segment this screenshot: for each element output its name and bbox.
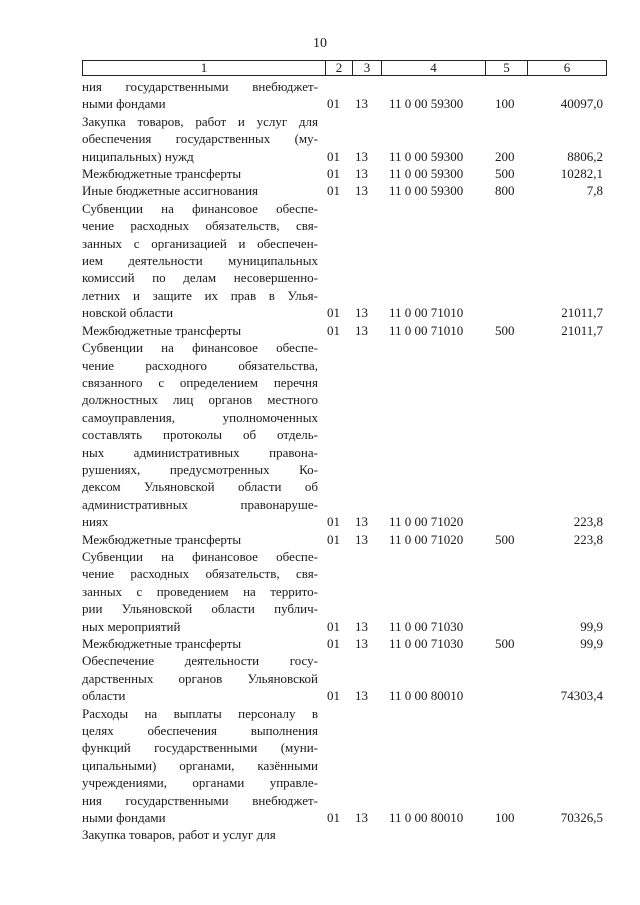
amount: 21011,7 (561, 305, 603, 321)
table-row (0, 200, 640, 322)
table-row (0, 322, 640, 339)
row-description (82, 339, 318, 530)
subsection-code: 13 (355, 148, 368, 164)
budget-table-body (0, 78, 640, 844)
row-description (82, 826, 318, 843)
description-line: дарственных органов Ульяновской (82, 670, 318, 686)
expense-type-code: 500 (495, 531, 515, 547)
header-label: 6 (563, 60, 571, 75)
description-line: Межбюджетные трансферты (82, 531, 242, 547)
amount: 99,9 (580, 636, 603, 651)
section-code: 01 (327, 148, 340, 164)
description-line: Межбюджетные трансферты (82, 636, 242, 651)
description-line: области (82, 688, 126, 704)
subsection-code: 13 (355, 514, 368, 530)
description-line: чение расходных обязательств, свя- (82, 218, 318, 234)
row-description (82, 182, 318, 199)
description-line: учреждениями, органами управле- (82, 775, 318, 791)
row-description (82, 548, 318, 635)
description-line: административных правонаруше- (82, 496, 318, 512)
table-row (0, 652, 640, 704)
description-line: Субвенции на финансовое обеспе- (82, 340, 318, 356)
expense-type-code: 200 (495, 148, 515, 164)
section-code: 01 (327, 618, 340, 634)
subsection-code: 13 (355, 810, 368, 826)
description-line: рушениях, предусмотренных Ко- (82, 461, 318, 477)
table-row (0, 635, 640, 652)
row-description (82, 113, 318, 165)
description-line: составлять протоколы об отдель- (82, 427, 318, 443)
description-line: рии Ульяновской области публич- (82, 601, 318, 617)
description-line: новской области (82, 305, 174, 321)
amount: 223,8 (573, 531, 603, 547)
description-line: занных с организацией и обеспечен- (82, 235, 318, 251)
description-line: занных с проведением на террито- (82, 583, 318, 599)
row-description (82, 531, 318, 548)
section-code: 01 (327, 166, 340, 182)
expense-type-code: 500 (495, 166, 515, 182)
description-line: обеспечения государственных (му- (82, 131, 318, 147)
table-header-col-3 (352, 60, 382, 76)
description-line: должностных лиц органов местного (82, 392, 318, 408)
table-header-col-6 (527, 60, 607, 76)
table-row (0, 548, 640, 635)
target-article-code: 11 0 00 71010 (389, 305, 464, 321)
description-line: ципальными) органами, казёнными (82, 757, 318, 773)
row-description (82, 322, 318, 339)
description-line: Расходы на выплаты персоналу в (82, 705, 318, 721)
section-code: 01 (327, 636, 340, 651)
expense-type-code: 800 (495, 183, 515, 199)
description-line: Межбюджетные трансферты (82, 166, 242, 182)
expense-type-code: 500 (495, 636, 515, 651)
description-line: чение расходного обязательства, (82, 357, 318, 373)
target-article-code: 11 0 00 71010 (389, 322, 464, 338)
description-line: ием деятельности муниципальных (82, 253, 318, 269)
table-row (0, 339, 640, 530)
header-label: 2 (335, 60, 343, 75)
section-code: 01 (327, 322, 340, 338)
expense-type-code: 500 (495, 322, 515, 338)
row-description (82, 165, 318, 182)
description-line: Субвенции на финансовое обеспе- (82, 548, 318, 564)
description-line: ными фондами (82, 810, 166, 826)
section-code: 01 (327, 305, 340, 321)
target-article-code: 11 0 00 80010 (389, 688, 464, 704)
description-line: связанного с определением перечня (82, 374, 318, 390)
subsection-code: 13 (355, 636, 368, 651)
description-line: ных административных правона- (82, 444, 318, 460)
description-line: самоуправления, уполномоченных (82, 409, 318, 425)
section-code: 01 (327, 810, 340, 826)
table-row (0, 531, 640, 548)
description-line: Закупка товаров, работ и услуг для (82, 827, 276, 843)
amount: 70326,5 (560, 810, 603, 826)
table-row (0, 182, 640, 199)
row-description (82, 200, 318, 322)
description-line: дексом Ульяновской области об (82, 479, 318, 495)
subsection-code: 13 (355, 618, 368, 634)
description-line: ниях (82, 514, 109, 530)
subsection-code: 13 (355, 322, 368, 338)
section-code: 01 (327, 183, 340, 199)
table-row (0, 826, 640, 843)
description-line: ными фондами (82, 96, 166, 112)
header-label: 3 (363, 60, 371, 75)
table-header-col-2 (325, 60, 353, 76)
row-description (82, 705, 318, 827)
description-line: Закупка товаров, работ и услуг для (82, 113, 318, 129)
table-row (0, 165, 640, 182)
expense-type-code: 100 (495, 810, 515, 826)
section-code: 01 (327, 96, 340, 112)
amount: 21011,7 (561, 322, 603, 338)
target-article-code: 11 0 00 59300 (389, 148, 464, 164)
amount: 40097,0 (560, 96, 603, 112)
description-line: летних и защите их прав в Улья- (82, 287, 318, 303)
target-article-code: 11 0 00 80010 (389, 810, 464, 826)
subsection-code: 13 (355, 183, 368, 199)
description-line: целях обеспечения выполнения (82, 723, 318, 739)
description-line: ния государственными внебюджет- (82, 79, 318, 94)
description-line: ниципальных) нужд (82, 148, 194, 164)
amount: 223,8 (573, 514, 603, 530)
target-article-code: 11 0 00 71030 (389, 618, 464, 634)
subsection-code: 13 (355, 531, 368, 547)
description-line: Субвенции на финансовое обеспе- (82, 200, 318, 216)
table-header-col-1 (82, 60, 326, 76)
section-code: 01 (327, 688, 340, 704)
header-label: 4 (430, 60, 437, 75)
target-article-code: 11 0 00 59300 (389, 96, 464, 112)
description-line: Межбюджетные трансферты (82, 322, 242, 338)
amount: 8806,2 (567, 148, 603, 164)
page-number: 10 (313, 36, 327, 51)
row-description (82, 635, 318, 652)
section-code: 01 (327, 514, 340, 530)
subsection-code: 13 (355, 96, 368, 112)
table-row (0, 78, 640, 113)
row-description (82, 78, 318, 113)
subsection-code: 13 (355, 688, 368, 704)
amount: 99,9 (580, 618, 603, 634)
target-article-code: 11 0 00 71020 (389, 514, 464, 530)
description-line: ных мероприятий (82, 618, 181, 634)
description-line: функций государственными (муни- (82, 740, 318, 756)
expense-type-code: 100 (495, 96, 515, 112)
row-description (82, 652, 318, 704)
table-row (0, 113, 640, 165)
target-article-code: 11 0 00 71030 (389, 636, 464, 651)
target-article-code: 11 0 00 59300 (389, 183, 464, 199)
target-article-code: 11 0 00 71020 (389, 531, 464, 547)
table-header-col-4 (381, 60, 486, 76)
header-label: 5 (503, 60, 510, 75)
description-line: ния государственными внебюджет- (82, 792, 318, 808)
subsection-code: 13 (355, 166, 368, 182)
subsection-code: 13 (355, 305, 368, 321)
amount: 7,8 (586, 183, 603, 199)
description-line: Иные бюджетные ассигнования (82, 183, 259, 199)
table-row (0, 705, 640, 827)
amount: 74303,4 (560, 688, 603, 704)
section-code: 01 (327, 531, 340, 547)
table-header-col-5 (485, 60, 528, 76)
target-article-code: 11 0 00 59300 (389, 166, 464, 182)
description-line: чение расходных обязательств, свя- (82, 566, 318, 582)
header-label: 1 (200, 60, 208, 75)
description-line: комиссий по делам несовершенно- (82, 270, 318, 286)
amount: 10282,1 (560, 166, 603, 182)
description-line: Обеспечение деятельности госу- (82, 653, 318, 669)
